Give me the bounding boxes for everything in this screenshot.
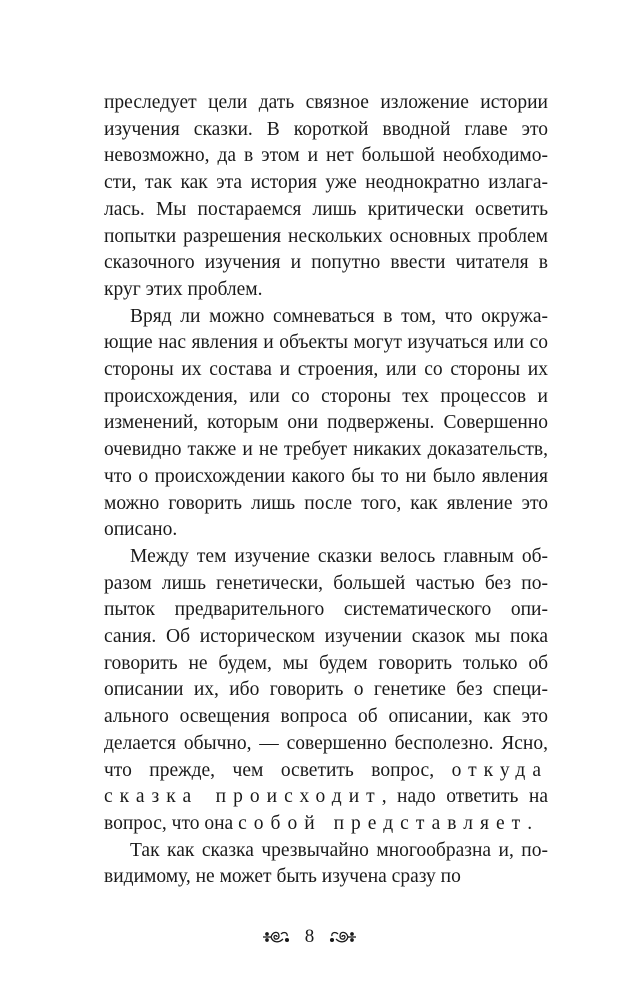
spaced-emphasis-2: собой представляет xyxy=(238,812,528,834)
paragraph-3-part-a: Между тем изучение сказки велось главным образом лишь генетически, большей частью без попыток предварительного систематического описания. Об историческом изучении сказок мы пока говорить не будем, мы будем говорить только об описании их, ибо говорить о генетике без специального освещения вопроса об описании, как это делается обычно, — совершенно бесполезно. Ясно, что прежде, чем осветить вопрос, xyxy=(104,545,548,781)
paragraph-3-part-b: , надо ответить на вопрос, что она xyxy=(104,786,548,834)
body-text xyxy=(104,90,548,891)
paragraph-4: Так как сказка чрезвычайно многообразна и, по-видимому, не может быть изучена сразу по xyxy=(104,839,548,888)
page-footer xyxy=(0,922,619,952)
paragraph-2: Вряд ли можно сомневаться в том, что окружающие нас явления и объекты могут изучаться или со стороны их состава и строения, или со стороны их происхождения, или со стороны тех процессов и изменений, которым они подвержены. Совершенно очевидно также и не требует никаких доказательств, что о происхождении какого бы то ни было явления можно говорить лишь после того, как явление это описано. xyxy=(104,305,548,541)
paragraph-1: преследует цели дать связное изложение истории изучения сказки. В короткой вводной главе это невозможно, да в этом и нет большой необходимости, так как эта история уже неоднократно излагалась. Мы постараемся лишь критически осветить попытки разрешения нескольких основных проблем сказочного изучения и попутно ввести читателя в круг этих проблем. xyxy=(104,92,548,300)
page-number: 8 xyxy=(304,926,315,947)
spaced-emphasis-1: откуда сказка происходит xyxy=(104,759,548,808)
paragraph-3 xyxy=(104,544,548,838)
paragraph-3-part-c: . xyxy=(527,812,533,834)
fleuron-right-icon xyxy=(328,928,358,946)
fleuron-left-icon xyxy=(261,928,291,946)
